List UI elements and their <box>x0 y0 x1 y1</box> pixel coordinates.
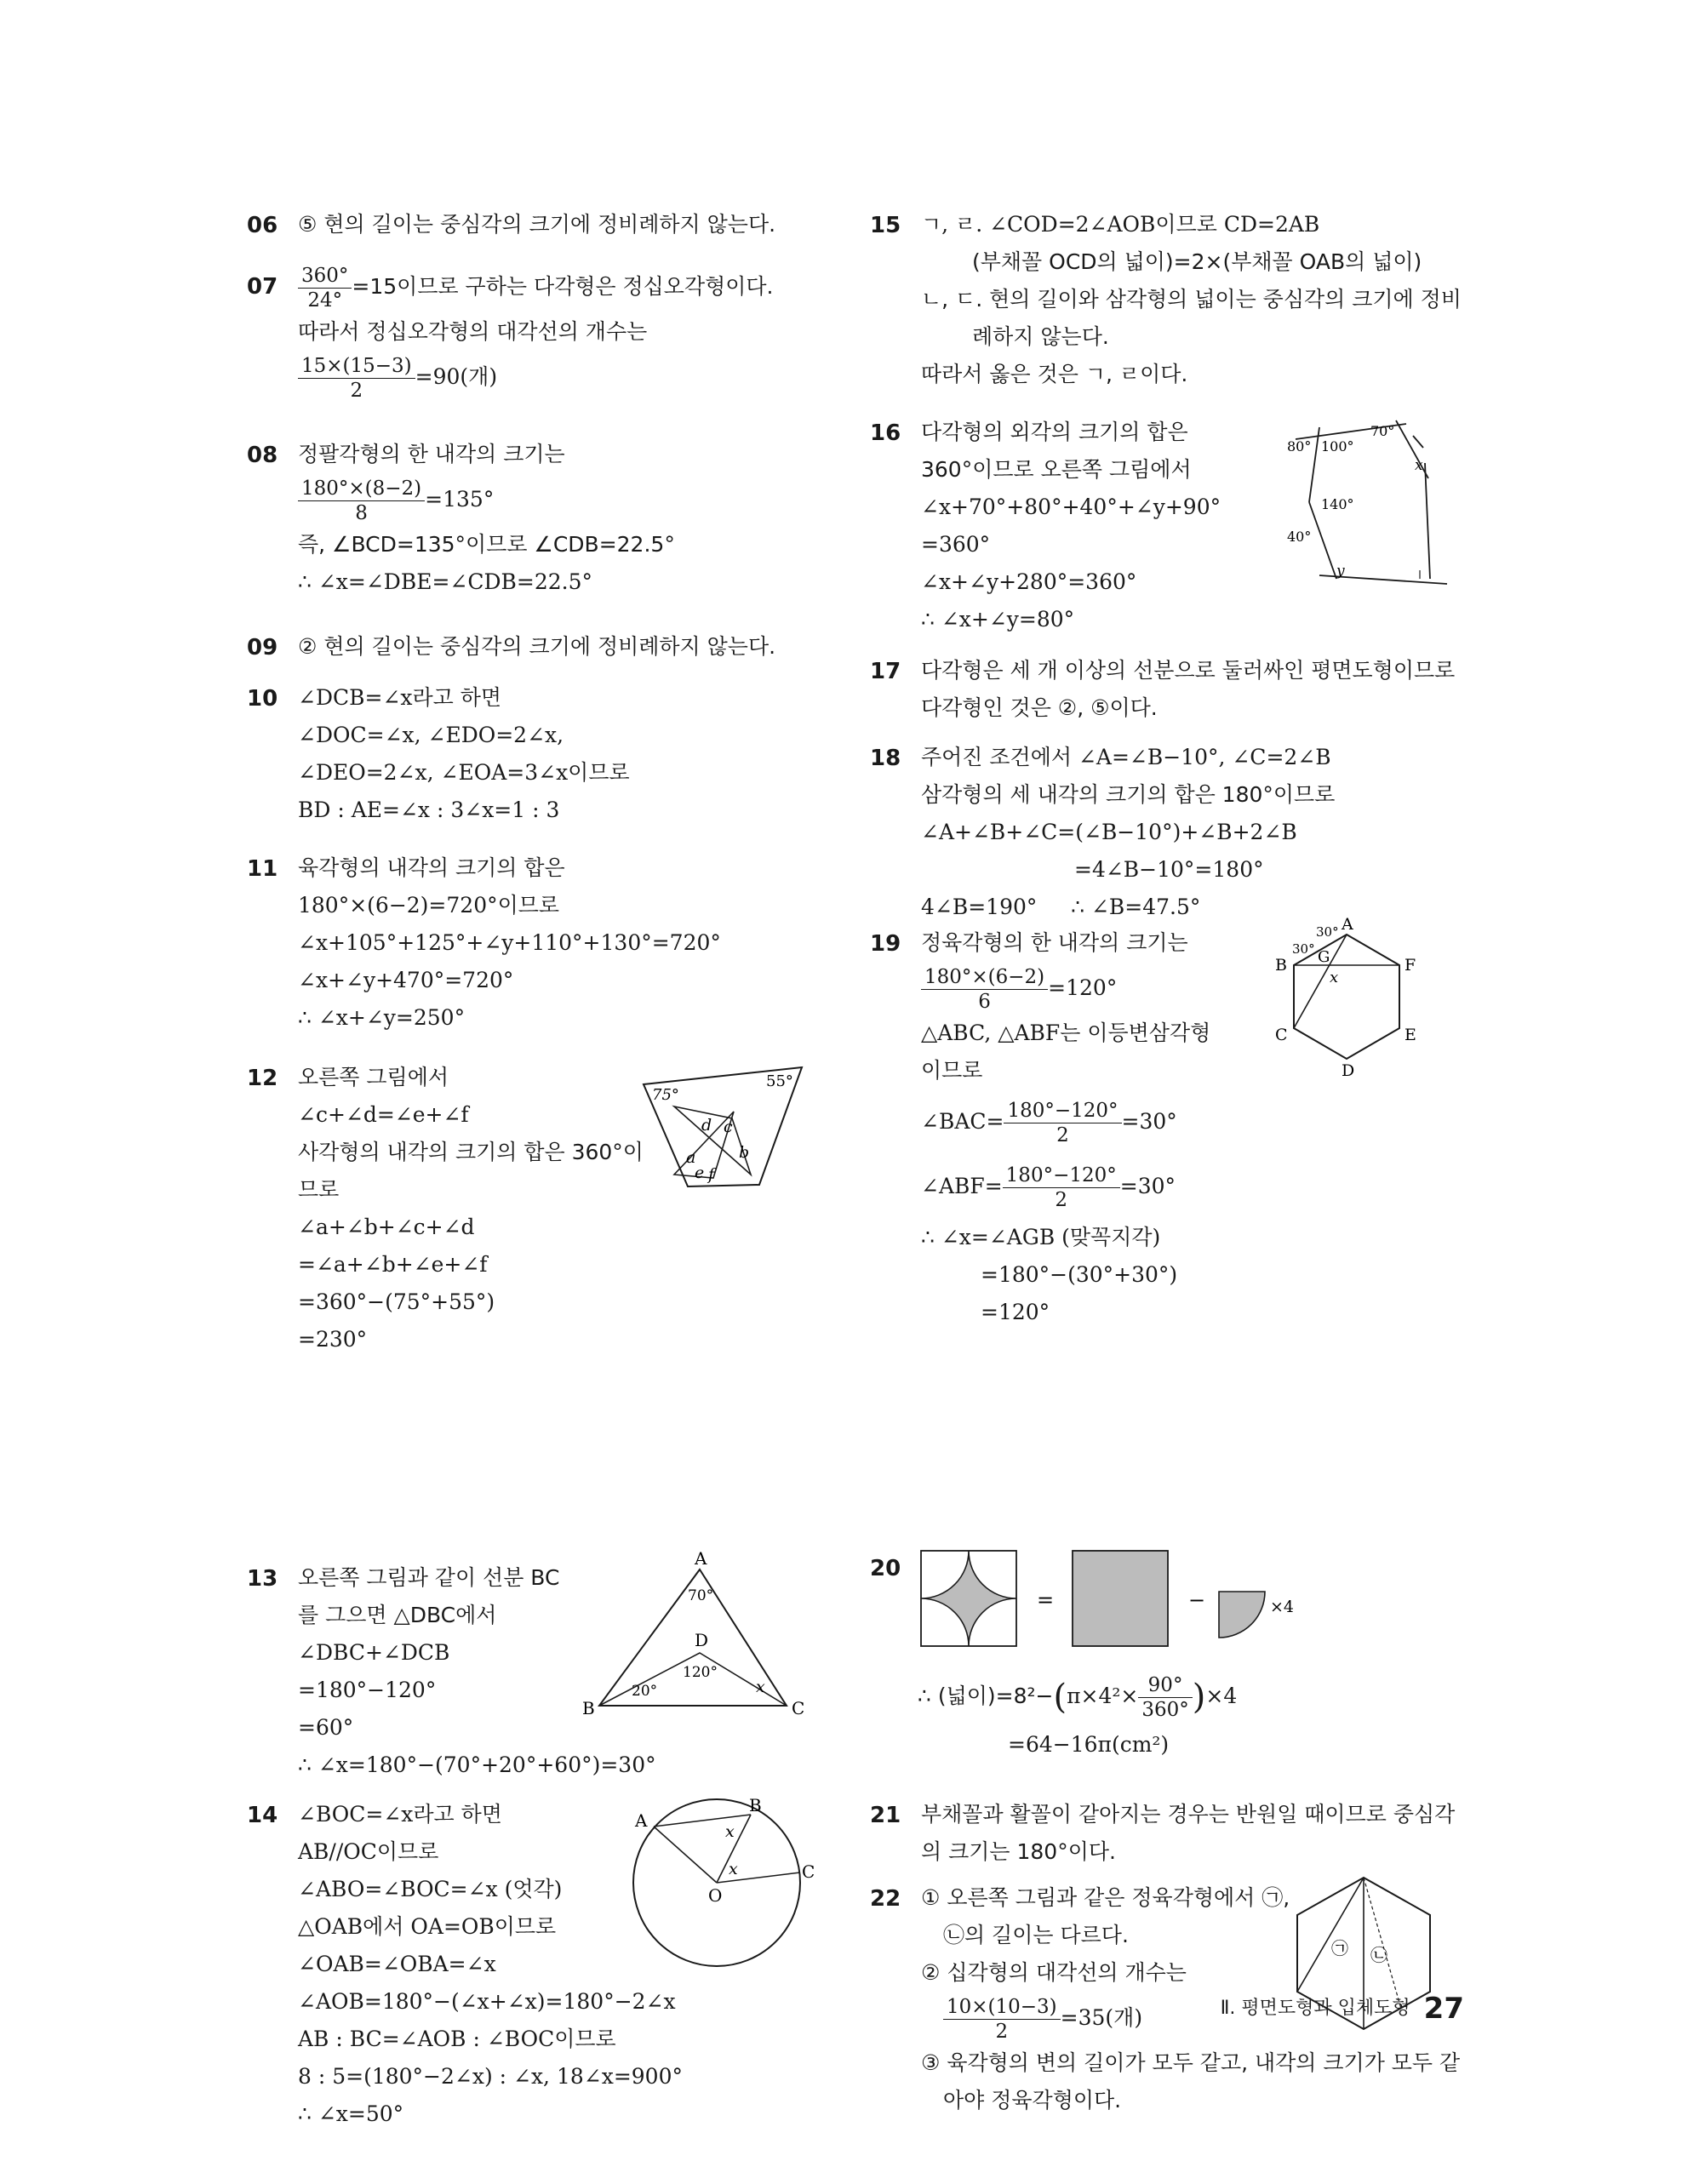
vertex-B-label: B <box>582 1698 595 1718</box>
solution-line: π×4²× <box>1067 1684 1139 1708</box>
angle-x-label: x <box>1415 457 1423 474</box>
solution-line: 오른쪽 그림에서 <box>298 1065 449 1089</box>
solution-line: 를 그으면 △DBC에서 <box>298 1603 497 1627</box>
problem-number: 06 <box>247 213 278 238</box>
solution-line: 주어진 조건에서 ∠A=∠B−10°, ∠C=2∠B <box>921 745 1331 769</box>
solution-line: ∠x+∠y+280°=360° <box>921 569 1137 594</box>
fraction-denominator: 360° <box>1141 1698 1189 1721</box>
vertex-F-label: F <box>1405 956 1416 975</box>
solution-line: =230° <box>298 1327 368 1352</box>
angle-x-label: x <box>729 1860 738 1878</box>
angle-140-label: 140° <box>1321 496 1354 512</box>
solution-line: AB//OC이므로 <box>298 1839 439 1864</box>
quadrilateral-figure <box>638 1066 809 1193</box>
solution-line: =∠a+∠b+∠e+∠f <box>298 1252 488 1277</box>
fraction-numerator: 360° <box>298 264 352 289</box>
problem-number: 10 <box>247 686 278 712</box>
angle-30-label: 30° <box>1292 941 1315 957</box>
solution-line: ∠ABO=∠BOC=∠x (엇각) <box>298 1877 563 1901</box>
solution-line: =120° <box>1048 975 1118 1000</box>
vertex-C-label: C <box>792 1698 805 1718</box>
solution-line: =15이므로 구하는 다각형은 정십오각형이다. <box>352 274 774 299</box>
solution-line: 례하지 않는다. <box>972 324 1109 349</box>
solution-line: ∴ (넓이)=8²− <box>918 1684 1054 1708</box>
solution-line: 다각형의 외각의 크기의 합은 <box>921 420 1188 444</box>
problem-number: 17 <box>870 659 901 684</box>
problem-number: 11 <box>247 856 278 882</box>
solution-line: ② 십각형의 대각선의 개수는 <box>921 1960 1187 1985</box>
angle-40-label: 40° <box>1287 529 1312 545</box>
fraction-numerator: 180°×(8−2) <box>298 477 425 501</box>
solution-line: ∠DOC=∠x, ∠EDO=2∠x, <box>298 723 564 747</box>
solution-line: ① 오른쪽 그림과 같은 정육각형에서 ㉠, <box>921 1885 1290 1910</box>
problem-number: 22 <box>870 1886 901 1912</box>
solution-line: ∴ ∠x=∠AGB (맞꼭지각) <box>921 1225 1161 1249</box>
angle-d-label: d <box>701 1116 712 1135</box>
solution-line: 8 : 5=(180°−2∠x) : ∠x, 18∠x=900° <box>298 2064 683 2089</box>
solution-line: 부채꼴과 활꼴이 같아지는 경우는 반원일 때이므로 중심각 <box>921 1802 1456 1827</box>
equals-sign: = <box>1037 1588 1055 1612</box>
solution-line: 므로 <box>298 1177 340 1202</box>
angle-20-label: 20° <box>632 1683 658 1700</box>
solution-line: ∠OAB=∠OBA=∠x <box>298 1952 496 1976</box>
point-B-label: B <box>749 1795 762 1815</box>
fraction-denominator: 2 <box>1056 1123 1069 1146</box>
problem-number: 19 <box>870 931 901 957</box>
solution-line: 사각형의 내각의 크기의 합은 360°이 <box>298 1140 644 1164</box>
problem-number: 16 <box>870 420 901 446</box>
vertex-A-label: A <box>695 1551 707 1569</box>
solution-line: (부채꼴 OCD의 넓이)=2×(부채꼴 OAB의 넓이) <box>972 249 1422 274</box>
problem-number: 14 <box>247 1803 278 1828</box>
angle-80-label: 80° <box>1287 438 1312 455</box>
point-O-label: O <box>708 1885 723 1906</box>
angle-x-label: x <box>756 1678 765 1696</box>
solution-line: =135° <box>425 487 495 512</box>
fraction-denominator: 6 <box>978 990 991 1013</box>
angle-70-label: 70° <box>1370 423 1395 439</box>
solution-line: =120° <box>981 1300 1050 1324</box>
angle-55-label: 55° <box>766 1072 793 1090</box>
solution-line: ㄱ, ㄹ. ∠COD=2∠AOB이므로 CD=2AB <box>921 212 1320 237</box>
solution-line: 따라서 옳은 것은 ㄱ, ㄹ이다. <box>921 362 1188 386</box>
solution-line: 정팔각형의 한 내각의 크기는 <box>298 442 565 466</box>
segment-2-label: ㉡ <box>1370 1945 1387 1965</box>
segment-1-label: ㉠ <box>1331 1938 1348 1958</box>
solution-line: =35(개) <box>1060 2005 1143 2030</box>
vertex-D-label: D <box>1342 1061 1355 1080</box>
solution-line: ∴ ∠x=∠DBE=∠CDB=22.5° <box>298 569 593 594</box>
solution-line: ∠a+∠b+∠c+∠d <box>298 1215 475 1239</box>
solution-line: ∴ ∠x=50° <box>298 2101 404 2126</box>
fraction-numerator: 180°×(6−2) <box>921 965 1048 990</box>
problem-number: 12 <box>247 1066 278 1091</box>
solution-line: ∠DCB=∠x라고 하면 <box>298 685 502 710</box>
problem-number: 18 <box>870 746 901 771</box>
solution-line: ∠ABF= <box>921 1174 1003 1198</box>
solution-line: ∠x+70°+80°+40°+∠y+90° <box>921 495 1221 519</box>
solution-line: ∠DBC+∠DCB <box>298 1640 450 1665</box>
point-C-label: C <box>802 1861 815 1882</box>
solution-line: ∴ ∠x+∠y=80° <box>921 607 1075 632</box>
solution-line: 따라서 정십오각형의 대각선의 개수는 <box>298 319 648 344</box>
solution-line: 다각형은 세 개 이상의 선분으로 둘러싸인 평면도형이므로 <box>921 658 1456 683</box>
solution-line: ∠A+∠B+∠C=(∠B−10°)+∠B+2∠B <box>921 820 1297 844</box>
solution-line: =60° <box>298 1715 354 1740</box>
solution-line: ∠x+∠y+470°=720° <box>298 968 514 992</box>
solution-line: 다각형인 것은 ②, ⑤이다. <box>921 695 1158 720</box>
solution-line: ∴ ∠x=180°−(70°+20°+60°)=30° <box>298 1752 656 1777</box>
triangle-figure <box>581 1551 810 1729</box>
solution-line: 정육각형의 한 내각의 크기는 <box>921 930 1188 955</box>
fraction-numerator: 180°−120° <box>1004 1099 1121 1123</box>
solution-line: ∠BOC=∠x라고 하면 <box>298 1802 502 1827</box>
solution-line: 오른쪽 그림과 같이 선분 BC <box>298 1565 560 1590</box>
angle-f-label: f <box>708 1165 715 1184</box>
solution-line: ∠c+∠d=∠e+∠f <box>298 1102 469 1127</box>
angle-y-label: y <box>1336 563 1345 580</box>
fraction-numerator: 180°−120° <box>1003 1163 1120 1188</box>
vertex-A-label: A <box>1342 918 1353 934</box>
solution-line: ③ 육각형의 변의 길이가 모두 같고, 내각의 크기가 모두 같 <box>921 2050 1461 2075</box>
solution-line: =90(개) <box>415 364 498 389</box>
solution-line: 육각형의 내각의 크기의 합은 <box>298 855 565 880</box>
solution-line: ∠BAC= <box>921 1109 1004 1134</box>
angle-c-label: c <box>724 1118 733 1136</box>
solution-line: ㉡의 길이는 다르다. <box>943 1923 1129 1947</box>
solution-line: 360°이므로 오른쪽 그림에서 <box>921 457 1192 482</box>
problem-number: 21 <box>870 1803 901 1828</box>
solution-line: △OAB에서 OA=OB이므로 <box>298 1914 557 1939</box>
fraction-denominator: 2 <box>995 2020 1009 2043</box>
solution-line: 이므로 <box>921 1058 983 1083</box>
solution-line: 4∠B=190° ∴ ∠B=47.5° <box>921 895 1201 919</box>
angle-70-label: 70° <box>688 1587 714 1604</box>
solution-line: ∴ ∠x+∠y=250° <box>298 1005 466 1030</box>
solution-line: 의 크기는 180°이다. <box>921 1839 1116 1864</box>
fraction-numerator: 90° <box>1138 1673 1192 1698</box>
solution-line: 즉, ∠BCD=135°이므로 ∠CDB=22.5° <box>298 532 675 557</box>
circle-figure <box>621 1792 826 1975</box>
vertex-B-label: B <box>1275 956 1287 975</box>
polygon-exterior-angles-figure <box>1285 414 1449 592</box>
solution-line: =30° <box>1119 1174 1176 1198</box>
problem-number: 09 <box>247 635 278 660</box>
solution-line: =180°−(30°+30°) <box>981 1262 1178 1287</box>
solution-line: =360° <box>921 532 991 557</box>
solution-line: ② 현의 길이는 중심각의 크기에 정비례하지 않는다. <box>298 634 776 659</box>
solution-line: 삼각형의 세 내각의 크기의 합은 180°이므로 <box>921 782 1336 807</box>
fraction-denominator: 8 <box>355 501 368 524</box>
solution-line: △ABC, △ABF는 이등변삼각형 <box>921 1021 1211 1045</box>
angle-e-label: e <box>695 1163 705 1182</box>
solution-line: ⑤ 현의 길이는 중심각의 크기에 정비례하지 않는다. <box>298 212 776 237</box>
point-G-label: G <box>1318 948 1330 966</box>
angle-30-label: 30° <box>1316 924 1339 940</box>
section-title: Ⅱ. 평면도형과 입체도형 <box>1220 1998 1410 2019</box>
problem-number: 13 <box>247 1566 278 1592</box>
angle-75-label: 75° <box>652 1086 679 1104</box>
problem-number: 07 <box>247 274 278 300</box>
fraction-numerator: 15×(15−3) <box>298 354 415 379</box>
times-four-label: ×4 <box>1270 1598 1295 1616</box>
solution-line: =360°−(75°+55°) <box>298 1289 495 1314</box>
solution-line: =180°−120° <box>298 1678 437 1702</box>
solution-line: 180°×(6−2)=720°이므로 <box>298 893 560 918</box>
solution-line: =4∠B−10°=180° <box>1074 857 1264 882</box>
page-number: 27 <box>1423 1992 1464 2026</box>
angle-a-label: a <box>686 1148 696 1167</box>
angle-120-label: 120° <box>683 1664 718 1681</box>
fraction-denominator: 24° <box>307 289 343 312</box>
angle-x-label: x <box>725 1822 735 1841</box>
minus-sign: − <box>1188 1588 1206 1612</box>
point-A-label: A <box>635 1810 648 1831</box>
angle-100-label: 100° <box>1321 438 1354 455</box>
problem-number: 20 <box>870 1556 901 1581</box>
fraction-denominator: 2 <box>1055 1188 1068 1211</box>
solution-line: ×4 <box>1205 1684 1238 1708</box>
vertex-C-label: C <box>1275 1026 1288 1044</box>
hexagon-figure <box>1253 918 1449 1113</box>
angle-x-label: x <box>1330 969 1339 986</box>
solution-line: ∠x+105°+125°+∠y+110°+130°=720° <box>298 930 721 955</box>
vertex-E-label: E <box>1405 1026 1416 1044</box>
vertex-D-label: D <box>695 1630 709 1650</box>
angle-b-label: b <box>739 1143 750 1162</box>
solution-line: =64−16π(cm²) <box>1008 1732 1170 1757</box>
solution-line: ∠DEO=2∠x, ∠EOA=3∠x이므로 <box>298 760 630 785</box>
solution-line: ㄴ, ㄷ. 현의 길이와 삼각형의 넓이는 중심각의 크기에 정비 <box>921 287 1462 312</box>
problem-number: 15 <box>870 213 901 238</box>
solution-line: AB : BC=∠AOB : ∠BOC이므로 <box>298 2027 616 2051</box>
fraction-denominator: 2 <box>350 379 363 402</box>
solution-line: BD : AE=∠x : 3∠x=1 : 3 <box>298 798 560 822</box>
solution-line: ∠AOB=180°−(∠x+∠x)=180°−2∠x <box>298 1989 676 2014</box>
solution-line: =30° <box>1121 1109 1177 1134</box>
page-footer <box>1209 1992 1464 2026</box>
problem-number: 08 <box>247 443 278 468</box>
fraction-numerator: 10×(10−3) <box>943 1995 1061 2020</box>
area-figure <box>918 1547 1360 1658</box>
solution-line: 아야 정육각형이다. <box>943 2088 1122 2113</box>
